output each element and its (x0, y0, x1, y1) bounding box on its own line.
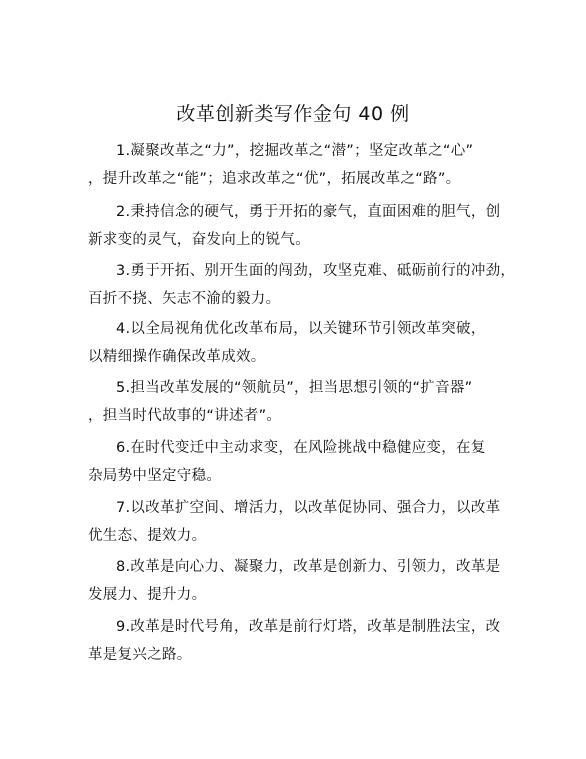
paragraph-3-line-2: 百折不挠、矢志不渝的毅力。 (88, 291, 281, 307)
paragraph-3 (88, 257, 520, 313)
paragraph-2-line-1: 2.秉持信念的硬气，勇于开拓的豪气，直面困难的胆气，创 (116, 204, 501, 220)
paragraph-2 (88, 198, 520, 254)
paragraph-5-line-2: ，担当时代故事的“讲述者”。 (88, 408, 282, 424)
document-title: 改革创新类写作金句 40 例 (176, 103, 410, 125)
paragraph-6-line-2: 杂局势中坚定守稳。 (88, 468, 222, 484)
paragraph-7-line-2: 优生态、提效力。 (88, 528, 207, 544)
paragraph-4-line-1: 4.以全局视角优化改革布局，以关键环节引领改革突破， (116, 321, 486, 337)
paragraph-7 (88, 494, 520, 550)
paragraph-9 (88, 613, 520, 669)
paragraph-6 (88, 434, 520, 490)
paragraph-5 (88, 374, 520, 430)
paragraph-9-line-1: 9.改革是时代号角，改革是前行灯塔，改革是制胜法宝，改 (116, 619, 501, 635)
paragraph-1 (88, 137, 520, 193)
paragraph-8 (88, 553, 520, 609)
paragraph-3-line-1: 3.勇于开拓、别开生面的闯劲，攻坚克难、砥砺前行的冲劲， (116, 263, 516, 279)
paragraph-2-line-2: 新求变的灵气，奋发向上的锐气。 (88, 232, 310, 248)
paragraph-9-line-2: 革是复兴之路。 (88, 647, 192, 663)
paragraph-8-line-2: 发展力、提升力。 (88, 587, 207, 603)
paragraph-4 (88, 315, 520, 371)
paragraph-1-line-1: 1.凝聚改革之“力”，挖掘改革之“潜”；坚定改革之“心” (116, 143, 474, 159)
paragraph-4-line-2: 以精细操作确保改革成效。 (88, 349, 266, 365)
paragraph-5-line-1: 5.担当改革发展的“领航员”，担当思想引领的“扩音器” (116, 380, 473, 396)
paragraph-1-line-2: ，提升改革之“能”；追求改革之“优”，拓展改革之“路”。 (88, 171, 461, 187)
paragraph-7-line-1: 7.以改革扩空间、增活力，以改革促协同、强合力，以改革 (116, 500, 501, 516)
paragraph-6-line-1: 6.在时代变迁中主动求变，在风险挑战中稳健应变，在复 (116, 440, 486, 456)
paragraph-8-line-1: 8.改革是向心力、凝聚力，改革是创新力、引领力，改革是 (116, 559, 501, 575)
